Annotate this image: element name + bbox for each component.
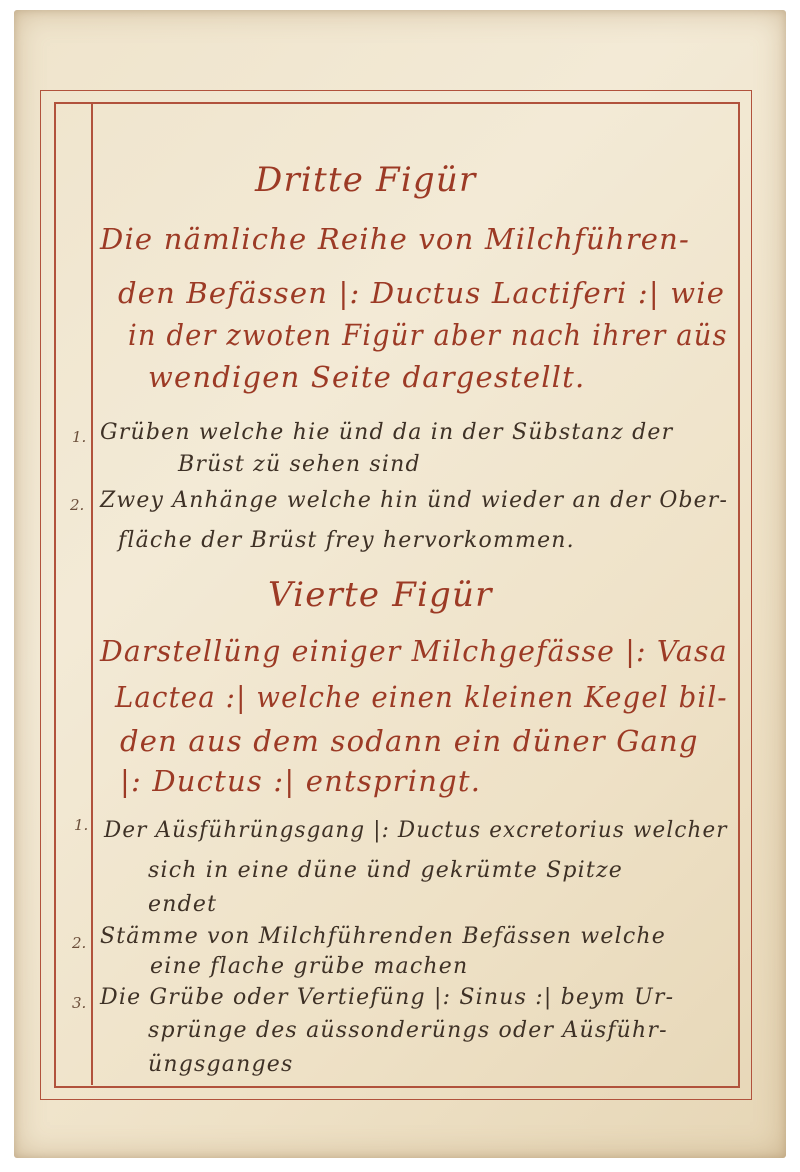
item-number: 2. [70,496,85,514]
item-number: 1. [74,816,89,834]
item-line: Der Aüsführüngsgang |: Ductus excretorius welcher [104,818,728,843]
intro-line: in der zwoten Figür aber nach ihrer aüs [128,318,728,352]
intro-line: Die nämliche Reihe von Milchführen- [100,222,691,256]
item-line: sprünge des aüssonderüngs oder Aüsführ- [148,1018,668,1043]
intro-line: |: Ductus :| entspringt. [120,764,482,798]
intro-line: den aus dem sodann ein düner Gang [120,724,699,758]
section-title: Vierte Figür [268,575,493,615]
item-number: 2. [72,934,87,952]
item-line: Brüst zü sehen sind [178,452,421,477]
item-line: Grüben welche hie ünd da in der Sübstanz der [100,420,674,445]
intro-line: Darstellüng einiger Milchgefässe |: Vasa [100,634,728,668]
item-line: Stämme von Milchführenden Befässen welche [100,924,666,949]
intro-line: Lactea :| welche einen kleinen Kegel bil- [115,680,728,714]
item-line: sich in eine düne ünd gekrümte Spitze [148,858,623,883]
item-line: Die Grübe oder Vertiefüng |: Sinus :| beym Ur- [100,985,675,1010]
item-line: fläche der Brüst frey hervorkommen. [118,528,575,553]
item-line: endet [148,892,218,917]
intro-line: wendigen Seite dargestellt. [148,360,586,394]
margin-rule [91,103,93,1085]
item-number: 3. [72,994,87,1012]
item-line: eine flache grübe machen [150,954,469,979]
item-number: 1. [72,428,87,446]
item-line: üngsganges [148,1052,294,1077]
section-title: Dritte Figür [255,160,477,200]
intro-line: den Befässen |: Ductus Lactiferi :| wie [118,276,726,310]
item-line: Zwey Anhänge welche hin ünd wieder an der Ober- [100,488,729,513]
